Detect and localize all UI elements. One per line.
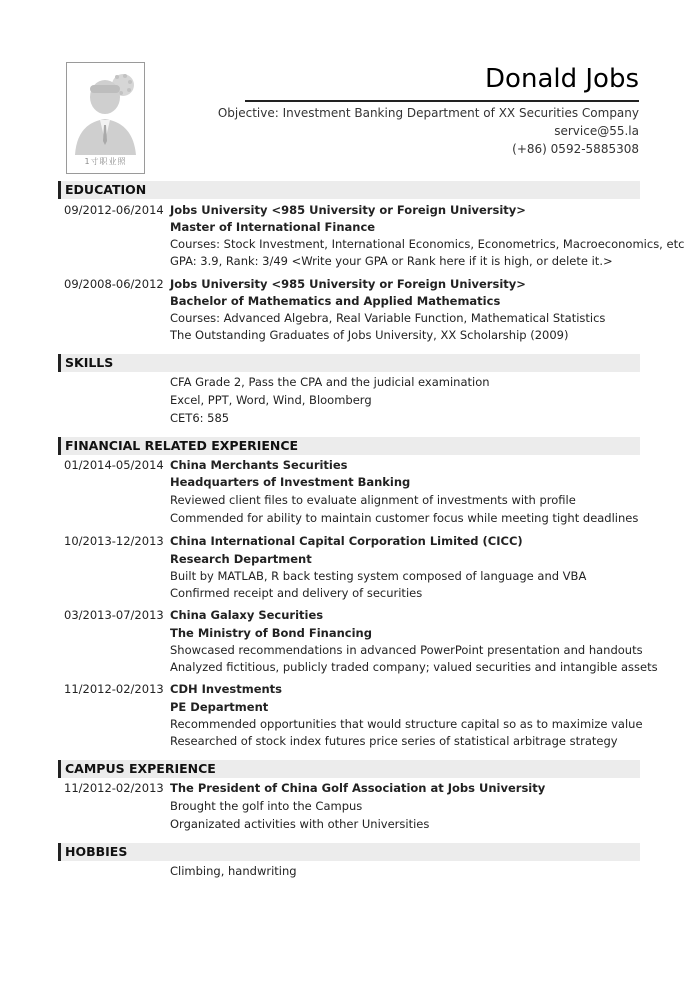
entry-detail: GPA: 3.9, Rank: 3/49 <Write your GPA or Rank here if it is high, or delete it.> <box>170 254 613 268</box>
section-header-hobbies <box>58 843 640 861</box>
email-text: service@55.la <box>554 124 639 138</box>
skill-line: CET6: 585 <box>170 411 230 425</box>
section-header-experience <box>58 437 640 455</box>
entry-detail: Recommended opportunities that would structure capital so as to maximize value <box>170 717 643 731</box>
entry-date: 11/2012-02/2013 <box>64 781 164 795</box>
entry-detail: Confirmed receipt and delivery of securities <box>170 586 423 600</box>
section-title: SKILLS <box>65 355 114 370</box>
entry-date: 09/2008-06/2012 <box>64 277 164 291</box>
section-title: CAMPUS EXPERIENCE <box>65 761 216 776</box>
section-title: EDUCATION <box>65 182 147 197</box>
entry-organization: Jobs University <985 University or Foreign University> <box>170 277 526 291</box>
entry-detail: Courses: Stock Investment, International Economics, Econometrics, Macroeconomics, etc <box>170 237 685 251</box>
objective-line: Objective: Investment Banking Department of XX Securities Company <box>217 106 639 120</box>
entry-organization: Jobs University <985 University or Foreign University> <box>170 203 526 217</box>
entry-detail: Commended for ability to maintain customer focus while meeting tight deadlines <box>170 511 639 525</box>
entry-date: 01/2014-05/2014 <box>64 458 164 472</box>
section-title: HOBBIES <box>65 844 128 859</box>
section-header-education <box>58 181 640 199</box>
entry-detail: Organizated activities with other Universities <box>170 817 430 831</box>
entry-detail: Researched of stock index futures price series of statistical arbitrage strategy <box>170 734 618 748</box>
entry-organization: CDH Investments <box>170 682 283 696</box>
entry-organization: China Merchants Securities <box>170 458 348 472</box>
entry-role: Bachelor of Mathematics and Applied Mathematics <box>170 294 501 308</box>
entry-organization: China International Capital Corporation Limited (CICC) <box>170 534 523 548</box>
entry-date: 10/2013-12/2013 <box>64 534 164 548</box>
entry-role: Master of International Finance <box>170 220 376 234</box>
section-header-campus <box>58 760 640 778</box>
entry-detail: Courses: Advanced Algebra, Real Variable Function, Mathematical Statistics <box>170 311 606 325</box>
entry-detail: Analyzed fictitious, publicly traded company; valued securities and intangible assets <box>170 660 658 674</box>
entry-role: Headquarters of Investment Banking <box>170 475 411 489</box>
entry-detail: Built by MATLAB, R back testing system composed of language and VBA <box>170 569 587 583</box>
section-header-skills <box>58 354 640 372</box>
profile-photo-placeholder <box>66 62 145 174</box>
entry-detail: The Outstanding Graduates of Jobs University, XX Scholarship (2009) <box>170 328 569 342</box>
phone-text: (+86) 0592-5885308 <box>512 142 639 156</box>
entry-organization: China Galaxy Securities <box>170 608 324 622</box>
candidate-name: Donald Jobs <box>485 64 639 94</box>
entry-date: 03/2013-07/2013 <box>64 608 164 622</box>
entry-date: 11/2012-02/2013 <box>64 682 164 696</box>
entry-detail: Reviewed client files to evaluate alignment of investments with profile <box>170 493 576 507</box>
header-divider <box>245 100 639 102</box>
skill-line: CFA Grade 2, Pass the CPA and the judicial examination <box>170 375 490 389</box>
photo-caption: 1寸职业照 <box>84 157 127 166</box>
section-title: FINANCIAL RELATED EXPERIENCE <box>65 438 299 453</box>
entry-date: 09/2012-06/2014 <box>64 203 164 217</box>
entry-role: PE Department <box>170 700 269 714</box>
hobby-line: Climbing, handwriting <box>170 864 297 878</box>
skill-line: Excel, PPT, Word, Wind, Bloomberg <box>170 393 372 407</box>
entry-detail: Showcased recommendations in advanced PowerPoint presentation and handouts <box>170 643 643 657</box>
entry-organization: The President of China Golf Association at Jobs University <box>170 781 546 795</box>
entry-role: The Ministry of Bond Financing <box>170 626 372 640</box>
entry-role: Research Department <box>170 552 312 566</box>
entry-detail: Brought the golf into the Campus <box>170 799 363 813</box>
